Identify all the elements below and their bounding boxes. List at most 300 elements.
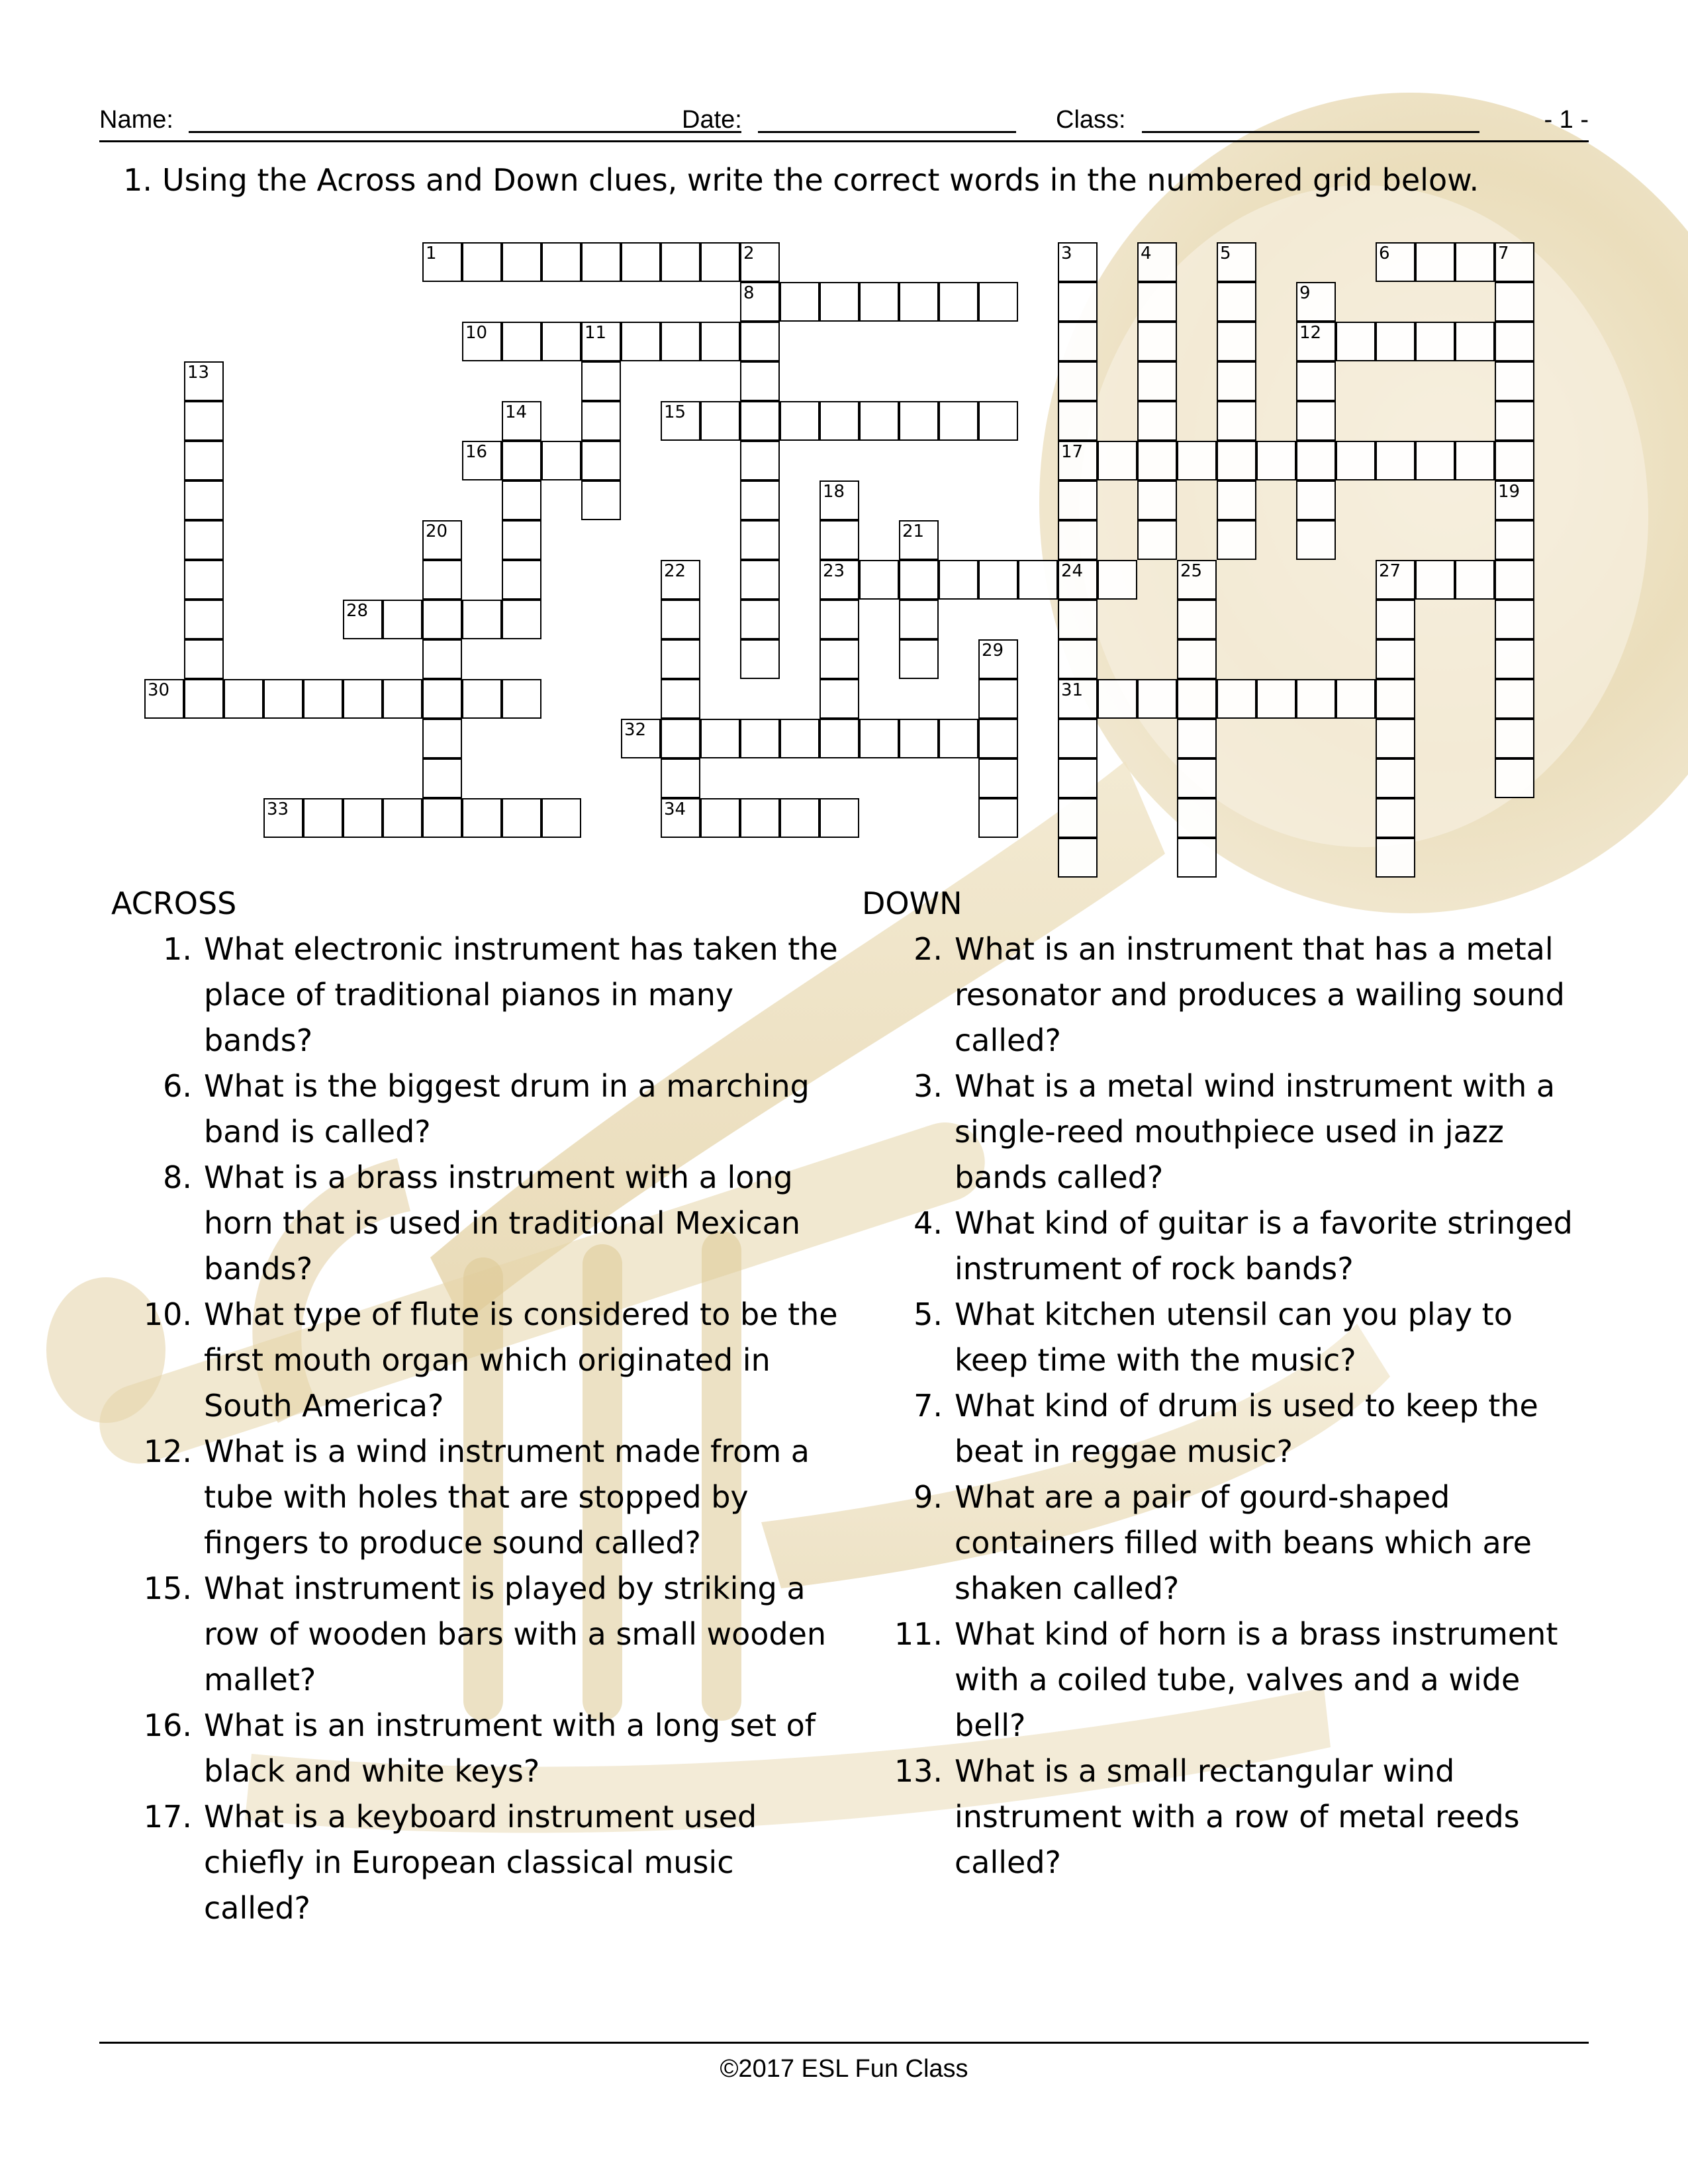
- grid-clue-number: 10: [465, 323, 488, 343]
- clue-number: 7.: [914, 1388, 943, 1424]
- grid-cell[interactable]: [780, 282, 820, 322]
- clue-text: What kind of horn is a brass instrument with a coiled tube, valves and a wide bell?: [955, 1616, 1558, 1743]
- grid-cell[interactable]: [740, 798, 780, 838]
- grid-cell[interactable]: [700, 401, 740, 441]
- grid-cell[interactable]: [184, 639, 224, 679]
- clue-text: What are a pair of gourd-shaped containers filled with beans which are shaken called?: [955, 1479, 1532, 1606]
- grid-cell[interactable]: [462, 441, 502, 480]
- clue-number: 10.: [143, 1297, 192, 1332]
- grid-cell[interactable]: [1495, 758, 1534, 798]
- grid-cell[interactable]: [1455, 242, 1495, 282]
- grid-cell[interactable]: [939, 560, 978, 600]
- clue-text: What is a small rectangular wind instrument with a row of metal reeds called?: [955, 1753, 1520, 1880]
- down-clue: [862, 1292, 1590, 1383]
- grid-cell[interactable]: [1336, 441, 1376, 480]
- grid-clue-number: 11: [585, 323, 607, 343]
- grid-cell[interactable]: [581, 480, 621, 520]
- grid-cell[interactable]: [1376, 798, 1415, 838]
- grid-cell[interactable]: [1058, 838, 1098, 878]
- grid-cell[interactable]: [422, 798, 462, 838]
- grid-cell[interactable]: [661, 322, 700, 361]
- grid-clue-number: 21: [902, 522, 925, 541]
- grid-cell[interactable]: [581, 242, 621, 282]
- grid-cell[interactable]: [1137, 520, 1177, 560]
- grid-cell[interactable]: [700, 242, 740, 282]
- grid-cell[interactable]: [978, 639, 1018, 679]
- grid-clue-number: 12: [1299, 323, 1322, 343]
- grid-clue-number: 7: [1498, 244, 1509, 263]
- clue-text: What kitchen utensil can you play to keep time with the music?: [955, 1297, 1513, 1378]
- grid-cell[interactable]: [1058, 242, 1098, 282]
- across-heading: ACROSS: [111, 886, 237, 921]
- grid-cell[interactable]: [1296, 520, 1336, 560]
- clue-number: 5.: [914, 1297, 943, 1332]
- clue-number: 4.: [914, 1205, 943, 1241]
- grid-cell[interactable]: [899, 520, 939, 560]
- grid-cell[interactable]: [462, 322, 502, 361]
- grid-cell[interactable]: [820, 679, 859, 719]
- across-clue: [111, 1703, 839, 1794]
- down-clue: [862, 1475, 1590, 1612]
- clue-number: 2.: [914, 931, 943, 967]
- grid-cell[interactable]: [661, 758, 700, 798]
- across-clue: [111, 1292, 839, 1429]
- across-clue: [111, 1155, 839, 1292]
- grid-cell[interactable]: [899, 719, 939, 758]
- grid-cell[interactable]: [502, 798, 541, 838]
- grid-clue-number: 4: [1141, 244, 1152, 263]
- grid-cell[interactable]: [541, 441, 581, 480]
- grid-cell[interactable]: [899, 401, 939, 441]
- grid-cell[interactable]: [740, 441, 780, 480]
- grid-clue-number: 16: [465, 442, 488, 462]
- grid-cell[interactable]: [383, 798, 422, 838]
- grid-cell[interactable]: [263, 798, 303, 838]
- clue-text: What is a wind instrument made from a tube with holes that are stopped by fingers to produce sound called?: [204, 1433, 810, 1561]
- grid-cell[interactable]: [1058, 758, 1098, 798]
- down-heading: DOWN: [862, 886, 962, 921]
- grid-cell[interactable]: [1495, 322, 1534, 361]
- grid-cell[interactable]: [422, 600, 462, 639]
- grid-cell[interactable]: [740, 639, 780, 679]
- grid-cell[interactable]: [502, 480, 541, 520]
- grid-cell[interactable]: [1137, 282, 1177, 322]
- grid-cell[interactable]: [1296, 401, 1336, 441]
- grid-cell[interactable]: [1336, 679, 1376, 719]
- grid-clue-number: 23: [823, 561, 845, 581]
- grid-cell[interactable]: [978, 679, 1018, 719]
- clue-text: What kind of guitar is a favorite stringed instrument of rock bands?: [955, 1205, 1573, 1287]
- clue-text: What electronic instrument has taken the place of traditional pianos in many bands?: [204, 931, 838, 1058]
- clue-number: 17.: [143, 1799, 192, 1835]
- clue-text: What is an instrument that has a metal resonator and produces a wailing sound called?: [955, 931, 1565, 1058]
- grid-cell[interactable]: [1217, 441, 1256, 480]
- grid-cell[interactable]: [1098, 441, 1137, 480]
- clue-text: What instrument is played by striking a row of wooden bars with a small wooden mallet?: [204, 1570, 827, 1698]
- grid-cell[interactable]: [621, 719, 661, 758]
- grid-cell[interactable]: [899, 282, 939, 322]
- grid-cell[interactable]: [422, 242, 462, 282]
- grid-cell[interactable]: [820, 480, 859, 520]
- grid-cell[interactable]: [1376, 758, 1415, 798]
- grid-cell[interactable]: [740, 480, 780, 520]
- grid-cell[interactable]: [541, 798, 581, 838]
- grid-cell[interactable]: [1217, 361, 1256, 401]
- grid-cell[interactable]: [1217, 520, 1256, 560]
- date-label: Date:: [682, 106, 742, 134]
- grid-cell[interactable]: [740, 600, 780, 639]
- grid-clue-number: 20: [426, 522, 448, 541]
- grid-cell[interactable]: [263, 679, 303, 719]
- down-clue: [862, 1064, 1590, 1201]
- across-clue: [111, 1794, 839, 1931]
- grid-clue-number: 2: [743, 244, 755, 263]
- grid-cell[interactable]: [1376, 719, 1415, 758]
- grid-cell[interactable]: [978, 560, 1018, 600]
- grid-cell[interactable]: [740, 401, 780, 441]
- grid-cell[interactable]: [1058, 679, 1098, 719]
- grid-cell[interactable]: [1058, 361, 1098, 401]
- footer-divider: [99, 2042, 1589, 2044]
- grid-cell[interactable]: [184, 480, 224, 520]
- grid-cell[interactable]: [740, 282, 780, 322]
- grid-cell[interactable]: [1217, 242, 1256, 282]
- grid-cell[interactable]: [1296, 480, 1336, 520]
- instruction-number: 1.: [123, 162, 152, 198]
- grid-cell[interactable]: [978, 798, 1018, 838]
- grid-cell[interactable]: [1495, 560, 1534, 600]
- grid-cell[interactable]: [1256, 441, 1296, 480]
- grid-cell[interactable]: [661, 242, 700, 282]
- grid-cell[interactable]: [502, 600, 541, 639]
- grid-cell[interactable]: [422, 520, 462, 560]
- grid-cell[interactable]: [978, 758, 1018, 798]
- grid-cell[interactable]: [1177, 758, 1217, 798]
- grid-cell[interactable]: [1415, 441, 1455, 480]
- grid-clue-number: 18: [823, 482, 845, 502]
- grid-cell[interactable]: [581, 361, 621, 401]
- grid-cell[interactable]: [422, 679, 462, 719]
- grid-clue-number: 31: [1061, 680, 1084, 700]
- grid-cell[interactable]: [1296, 441, 1336, 480]
- grid-cell[interactable]: [661, 639, 700, 679]
- across-clue: [111, 927, 839, 1064]
- grid-cell[interactable]: [939, 401, 978, 441]
- grid-cell[interactable]: [820, 282, 859, 322]
- grid-cell[interactable]: [1137, 361, 1177, 401]
- grid-cell[interactable]: [422, 719, 462, 758]
- grid-cell[interactable]: [1495, 242, 1534, 282]
- grid-cell[interactable]: [224, 679, 263, 719]
- grid-cell[interactable]: [780, 719, 820, 758]
- grid-cell[interactable]: [1177, 798, 1217, 838]
- grid-cell[interactable]: [1336, 322, 1376, 361]
- grid-cell[interactable]: [1058, 480, 1098, 520]
- grid-clue-number: 34: [664, 799, 686, 819]
- grid-cell[interactable]: [1415, 560, 1455, 600]
- grid-cell[interactable]: [859, 560, 899, 600]
- clue-number: 9.: [914, 1479, 943, 1515]
- clue-text: What is the biggest drum in a marching band is called?: [204, 1068, 810, 1150]
- grid-cell[interactable]: [1455, 322, 1495, 361]
- grid-cell[interactable]: [1495, 679, 1534, 719]
- grid-cell[interactable]: [661, 719, 700, 758]
- grid-cell[interactable]: [1137, 322, 1177, 361]
- grid-cell[interactable]: [1058, 600, 1098, 639]
- grid-clue-number: 5: [1220, 244, 1231, 263]
- grid-cell[interactable]: [502, 441, 541, 480]
- grid-cell[interactable]: [502, 242, 541, 282]
- page-number: - 1 -: [1544, 106, 1589, 134]
- grid-cell[interactable]: [859, 401, 899, 441]
- grid-clue-number: 6: [1379, 244, 1390, 263]
- grid-cell[interactable]: [1098, 560, 1137, 600]
- down-clue: [862, 1749, 1590, 1886]
- grid-cell[interactable]: [621, 242, 661, 282]
- grid-clue-number: 15: [664, 402, 686, 422]
- grid-cell[interactable]: [184, 401, 224, 441]
- grid-cell[interactable]: [1296, 322, 1336, 361]
- grid-clue-number: 28: [346, 601, 369, 621]
- grid-cell[interactable]: [1177, 719, 1217, 758]
- grid-cell[interactable]: [184, 441, 224, 480]
- across-clues: [111, 880, 839, 1931]
- grid-cell[interactable]: [184, 600, 224, 639]
- across-clue: [111, 1064, 839, 1155]
- grid-cell[interactable]: [820, 719, 859, 758]
- grid-cell[interactable]: [700, 322, 740, 361]
- grid-cell[interactable]: [1495, 401, 1534, 441]
- clue-number: 15.: [143, 1570, 192, 1606]
- grid-clue-number: 30: [148, 680, 170, 700]
- grid-cell[interactable]: [422, 560, 462, 600]
- grid-cell[interactable]: [1376, 441, 1415, 480]
- down-clue: [862, 1383, 1590, 1475]
- grid-cell[interactable]: [462, 679, 502, 719]
- grid-cell[interactable]: [700, 719, 740, 758]
- grid-cell[interactable]: [1376, 639, 1415, 679]
- grid-cell[interactable]: [1177, 838, 1217, 878]
- grid-clue-number: 33: [267, 799, 289, 819]
- grid-cell[interactable]: [1058, 639, 1098, 679]
- clue-text: What is an instrument with a long set of black and white keys?: [204, 1707, 816, 1789]
- grid-cell[interactable]: [1495, 480, 1534, 520]
- grid-cell[interactable]: [1058, 282, 1098, 322]
- grid-cell[interactable]: [978, 282, 1018, 322]
- grid-cell[interactable]: [1376, 242, 1415, 282]
- grid-cell[interactable]: [899, 560, 939, 600]
- grid-cell[interactable]: [184, 361, 224, 401]
- grid-cell[interactable]: [1217, 322, 1256, 361]
- grid-clue-number: 25: [1180, 561, 1203, 581]
- grid-cell[interactable]: [502, 520, 541, 560]
- clue-text: What type of flute is considered to be the first mouth organ which originated in South America?: [204, 1297, 838, 1424]
- grid-cell[interactable]: [1137, 242, 1177, 282]
- grid-clue-number: 29: [982, 641, 1004, 660]
- grid-clue-number: 1: [426, 244, 437, 263]
- class-label: Class:: [1056, 106, 1126, 134]
- grid-cell[interactable]: [1058, 798, 1098, 838]
- grid-cell[interactable]: [462, 600, 502, 639]
- clue-number: 3.: [914, 1068, 943, 1104]
- grid-cell[interactable]: [1177, 679, 1217, 719]
- grid-clue-number: 22: [664, 561, 686, 581]
- grid-cell[interactable]: [1177, 560, 1217, 600]
- grid-cell[interactable]: [1137, 401, 1177, 441]
- grid-cell[interactable]: [1058, 322, 1098, 361]
- grid-cell[interactable]: [1217, 480, 1256, 520]
- grid-cell[interactable]: [1098, 679, 1137, 719]
- grid-cell[interactable]: [1376, 322, 1415, 361]
- grid-cell[interactable]: [820, 798, 859, 838]
- grid-cell[interactable]: [899, 600, 939, 639]
- grid-cell[interactable]: [740, 322, 780, 361]
- grid-cell[interactable]: [1495, 719, 1534, 758]
- grid-cell[interactable]: [661, 401, 700, 441]
- grid-cell[interactable]: [502, 560, 541, 600]
- grid-cell[interactable]: [1177, 600, 1217, 639]
- grid-cell[interactable]: [899, 639, 939, 679]
- name-label: Name:: [99, 106, 173, 134]
- grid-cell[interactable]: [661, 798, 700, 838]
- grid-cell[interactable]: [303, 679, 343, 719]
- grid-cell[interactable]: [1256, 679, 1296, 719]
- grid-cell[interactable]: [820, 600, 859, 639]
- clue-number: 16.: [143, 1707, 192, 1743]
- grid-cell[interactable]: [1058, 520, 1098, 560]
- grid-cell[interactable]: [859, 719, 899, 758]
- grid-cell[interactable]: [1018, 560, 1058, 600]
- clue-text: What kind of drum is used to keep the beat in reggae music?: [955, 1388, 1538, 1469]
- grid-cell[interactable]: [303, 798, 343, 838]
- grid-cell[interactable]: [1177, 441, 1217, 480]
- grid-cell[interactable]: [661, 679, 700, 719]
- grid-cell[interactable]: [820, 639, 859, 679]
- grid-cell[interactable]: [1495, 639, 1534, 679]
- grid-cell[interactable]: [820, 520, 859, 560]
- grid-cell[interactable]: [343, 679, 383, 719]
- grid-cell[interactable]: [184, 679, 224, 719]
- grid-cell[interactable]: [1495, 441, 1534, 480]
- across-clue: [111, 1429, 839, 1566]
- grid-cell[interactable]: [1455, 560, 1495, 600]
- grid-clue-number: 14: [505, 402, 528, 422]
- grid-cell[interactable]: [581, 322, 621, 361]
- down-clue: [862, 927, 1590, 1064]
- clue-number: 12.: [143, 1433, 192, 1469]
- grid-cell[interactable]: [502, 322, 541, 361]
- clue-number: 11.: [894, 1616, 943, 1652]
- grid-cell[interactable]: [383, 679, 422, 719]
- grid-cell[interactable]: [581, 441, 621, 480]
- grid-cell[interactable]: [184, 520, 224, 560]
- grid-cell[interactable]: [1495, 600, 1534, 639]
- grid-cell[interactable]: [502, 401, 541, 441]
- grid-cell[interactable]: [502, 679, 541, 719]
- grid-clue-number: 19: [1498, 482, 1521, 502]
- grid-cell[interactable]: [740, 361, 780, 401]
- grid-cell[interactable]: [1376, 600, 1415, 639]
- grid-cell[interactable]: [1376, 560, 1415, 600]
- grid-cell[interactable]: [740, 242, 780, 282]
- grid-cell[interactable]: [859, 282, 899, 322]
- grid-cell[interactable]: [343, 798, 383, 838]
- grid-cell[interactable]: [740, 719, 780, 758]
- grid-cell[interactable]: [740, 520, 780, 560]
- grid-cell[interactable]: [462, 798, 502, 838]
- down-clue: [862, 1612, 1590, 1749]
- grid-clue-number: 8: [743, 283, 755, 303]
- clue-text: What is a metal wind instrument with a single-reed mouthpiece used in jazz bands called?: [955, 1068, 1556, 1195]
- grid-cell[interactable]: [144, 679, 184, 719]
- clue-text: What is a brass instrument with a long horn that is used in traditional Mexican bands?: [204, 1160, 801, 1287]
- grid-cell[interactable]: [541, 242, 581, 282]
- grid-clue-number: 24: [1061, 561, 1084, 581]
- grid-cell[interactable]: [422, 758, 462, 798]
- grid-cell[interactable]: [1376, 838, 1415, 878]
- clue-number: 8.: [163, 1160, 192, 1195]
- grid-cell[interactable]: [541, 322, 581, 361]
- grid-cell[interactable]: [343, 600, 383, 639]
- grid-cell[interactable]: [939, 719, 978, 758]
- grid-cell[interactable]: [1137, 480, 1177, 520]
- grid-cell[interactable]: [661, 560, 700, 600]
- grid-cell[interactable]: [1495, 282, 1534, 322]
- grid-cell[interactable]: [1137, 679, 1177, 719]
- grid-cell[interactable]: [1415, 322, 1455, 361]
- grid-cell[interactable]: [621, 322, 661, 361]
- grid-clue-number: 9: [1299, 283, 1311, 303]
- grid-cell[interactable]: [740, 560, 780, 600]
- grid-cell[interactable]: [1058, 719, 1098, 758]
- grid-cell[interactable]: [1415, 242, 1455, 282]
- grid-cell[interactable]: [1217, 401, 1256, 441]
- grid-cell[interactable]: [462, 242, 502, 282]
- grid-cell[interactable]: [1058, 560, 1098, 600]
- grid-cell[interactable]: [780, 798, 820, 838]
- grid-cell[interactable]: [978, 719, 1018, 758]
- grid-cell[interactable]: [939, 282, 978, 322]
- grid-cell[interactable]: [661, 600, 700, 639]
- grid-cell[interactable]: [1296, 361, 1336, 401]
- grid-cell[interactable]: [1217, 282, 1256, 322]
- grid-cell[interactable]: [422, 639, 462, 679]
- grid-cell[interactable]: [978, 401, 1018, 441]
- grid-cell[interactable]: [1495, 361, 1534, 401]
- grid-cell[interactable]: [1495, 520, 1534, 560]
- grid-cell[interactable]: [1376, 679, 1415, 719]
- instruction-text: Using the Across and Down clues, write the correct words in the numbered grid below.: [162, 162, 1479, 198]
- grid-cell[interactable]: [1177, 639, 1217, 679]
- grid-cell[interactable]: [780, 401, 820, 441]
- grid-cell[interactable]: [1455, 441, 1495, 480]
- grid-cell[interactable]: [1137, 441, 1177, 480]
- grid-cell[interactable]: [184, 560, 224, 600]
- grid-cell[interactable]: [1296, 679, 1336, 719]
- grid-cell[interactable]: [1058, 401, 1098, 441]
- grid-cell[interactable]: [1296, 282, 1336, 322]
- grid-cell[interactable]: [1217, 679, 1256, 719]
- grid-cell[interactable]: [820, 401, 859, 441]
- copyright-footer: ©2017 ESL Fun Class: [720, 2055, 968, 2083]
- grid-cell[interactable]: [700, 798, 740, 838]
- grid-cell[interactable]: [820, 560, 859, 600]
- grid-clue-number: 27: [1379, 561, 1401, 581]
- grid-cell[interactable]: [581, 401, 621, 441]
- grid-cell[interactable]: [383, 600, 422, 639]
- clue-number: 1.: [163, 931, 192, 967]
- grid-cell[interactable]: [1058, 441, 1098, 480]
